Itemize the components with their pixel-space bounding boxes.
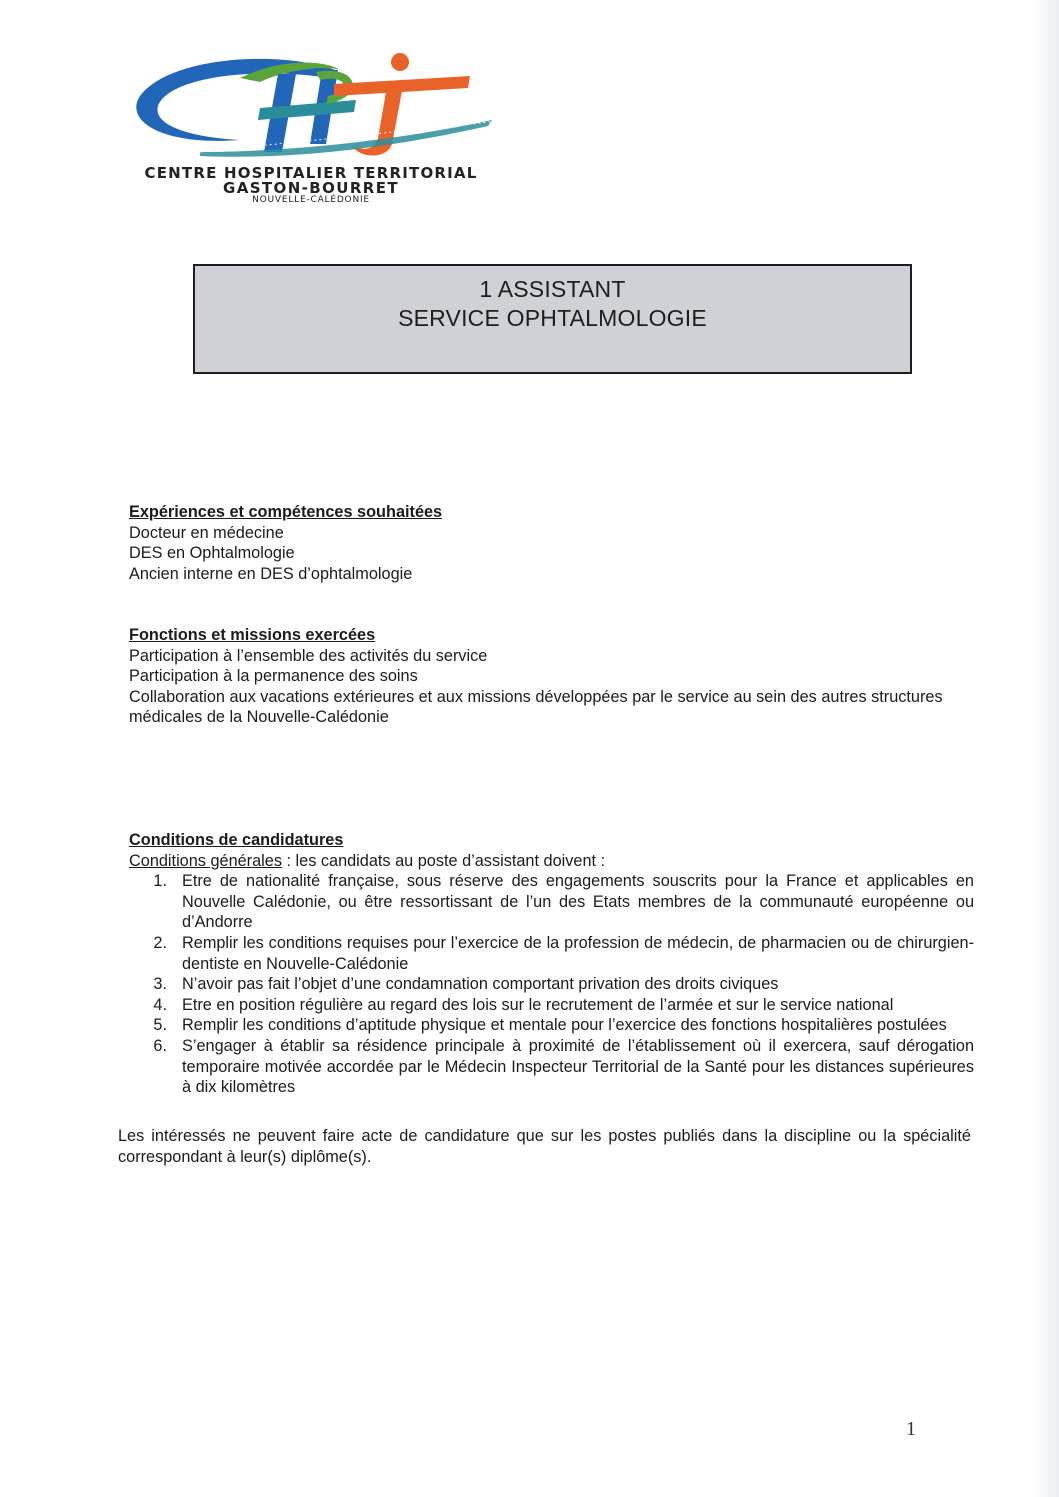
page-edge-shadow bbox=[1033, 0, 1059, 1497]
conditions-section bbox=[129, 830, 974, 1098]
logo-line-2: GASTON-BOURRET bbox=[222, 179, 400, 197]
condition-number: 4. bbox=[153, 995, 167, 1014]
condition-number: 5. bbox=[153, 1016, 167, 1035]
condition-text: Remplir les conditions requises pour l’exercice de la profession de médecin, de pharmacien ou de chirurgien-dentiste en Nouvelle-Calédonie bbox=[182, 933, 974, 973]
condition-item bbox=[129, 1036, 974, 1098]
page-number: 1 bbox=[906, 1418, 916, 1440]
experience-item: Ancien interne en DES d’ophtalmologie bbox=[129, 564, 413, 583]
condition-item bbox=[129, 995, 974, 1016]
experience-section bbox=[129, 502, 974, 584]
title-line-2: SERVICE OPHTALMOLOGIE bbox=[398, 305, 707, 331]
condition-text: Etre de nationalité française, sous réserve des engagements souscrits pour la France et applicables en Nouvelle Calédonie, ou être ressortissant de l’un des Etats membres de la communauté européenne ou d’Andorre bbox=[182, 872, 974, 932]
conditions-intro-text: : les candidats au poste d’assistant doivent : bbox=[281, 851, 606, 870]
condition-item bbox=[129, 974, 974, 995]
cht-logo-mark bbox=[130, 48, 500, 168]
conditions-intro bbox=[129, 851, 974, 872]
closing-paragraph: Les intéressés ne peuvent faire acte de candidature que sur les postes publiés dans la discipline ou la spécialité correspondant à leur(s) diplôme(s). bbox=[118, 1127, 971, 1166]
cht-logo bbox=[130, 48, 500, 208]
logo-line-3: NOUVELLE-CALÉDONIE bbox=[252, 195, 370, 205]
condition-number: 1. bbox=[153, 872, 167, 891]
conditions-list bbox=[129, 871, 974, 1098]
condition-text: Etre en position régulière au regard des lois sur le recrutement de l’armée et sur le service national bbox=[182, 995, 894, 1014]
condition-number: 6. bbox=[153, 1036, 167, 1055]
condition-text: N’avoir pas fait l’objet d’une condamnation comportant privation des droits civiques bbox=[182, 975, 779, 994]
logo-line-1: CENTRE HOSPITALIER TERRITORIAL bbox=[144, 164, 478, 182]
title-box bbox=[193, 264, 912, 374]
missions-section bbox=[129, 625, 974, 728]
missions-heading: Fonctions et missions exercées bbox=[129, 626, 376, 644]
missions-item: Collaboration aux vacations extérieures et aux missions développées par le service au sein des autres structures médicales de la Nouvelle-Calédonie bbox=[129, 687, 943, 727]
condition-text: S’engager à établir sa résidence principale à proximité de l’établissement où il exercera, sauf dérogation temporaire motivée accordée par le Médecin Inspecteur Territorial de la Santé pour les distances supérieures à dix kilomètres bbox=[182, 1036, 974, 1097]
condition-number: 3. bbox=[153, 975, 167, 994]
conditions-intro-label: Conditions générales bbox=[129, 851, 282, 870]
experience-heading: Expériences et compétences souhaitées bbox=[129, 503, 443, 521]
title-line-1: 1 ASSISTANT bbox=[479, 276, 626, 302]
conditions-heading: Conditions de candidatures bbox=[129, 831, 344, 849]
condition-item bbox=[129, 871, 974, 933]
missions-item: Participation à l’ensemble des activités du service bbox=[129, 646, 488, 665]
experience-item: Docteur en médecine bbox=[129, 523, 284, 542]
condition-number: 2. bbox=[153, 933, 167, 952]
condition-item bbox=[129, 1015, 974, 1036]
condition-text: Remplir les conditions d’aptitude physique et mentale pour l’exercice des fonctions hospitalières postulées bbox=[182, 1016, 947, 1035]
experience-item: DES en Ophtalmologie bbox=[129, 544, 295, 563]
missions-item: Participation à la permanence des soins bbox=[129, 667, 418, 686]
condition-item bbox=[129, 933, 974, 974]
